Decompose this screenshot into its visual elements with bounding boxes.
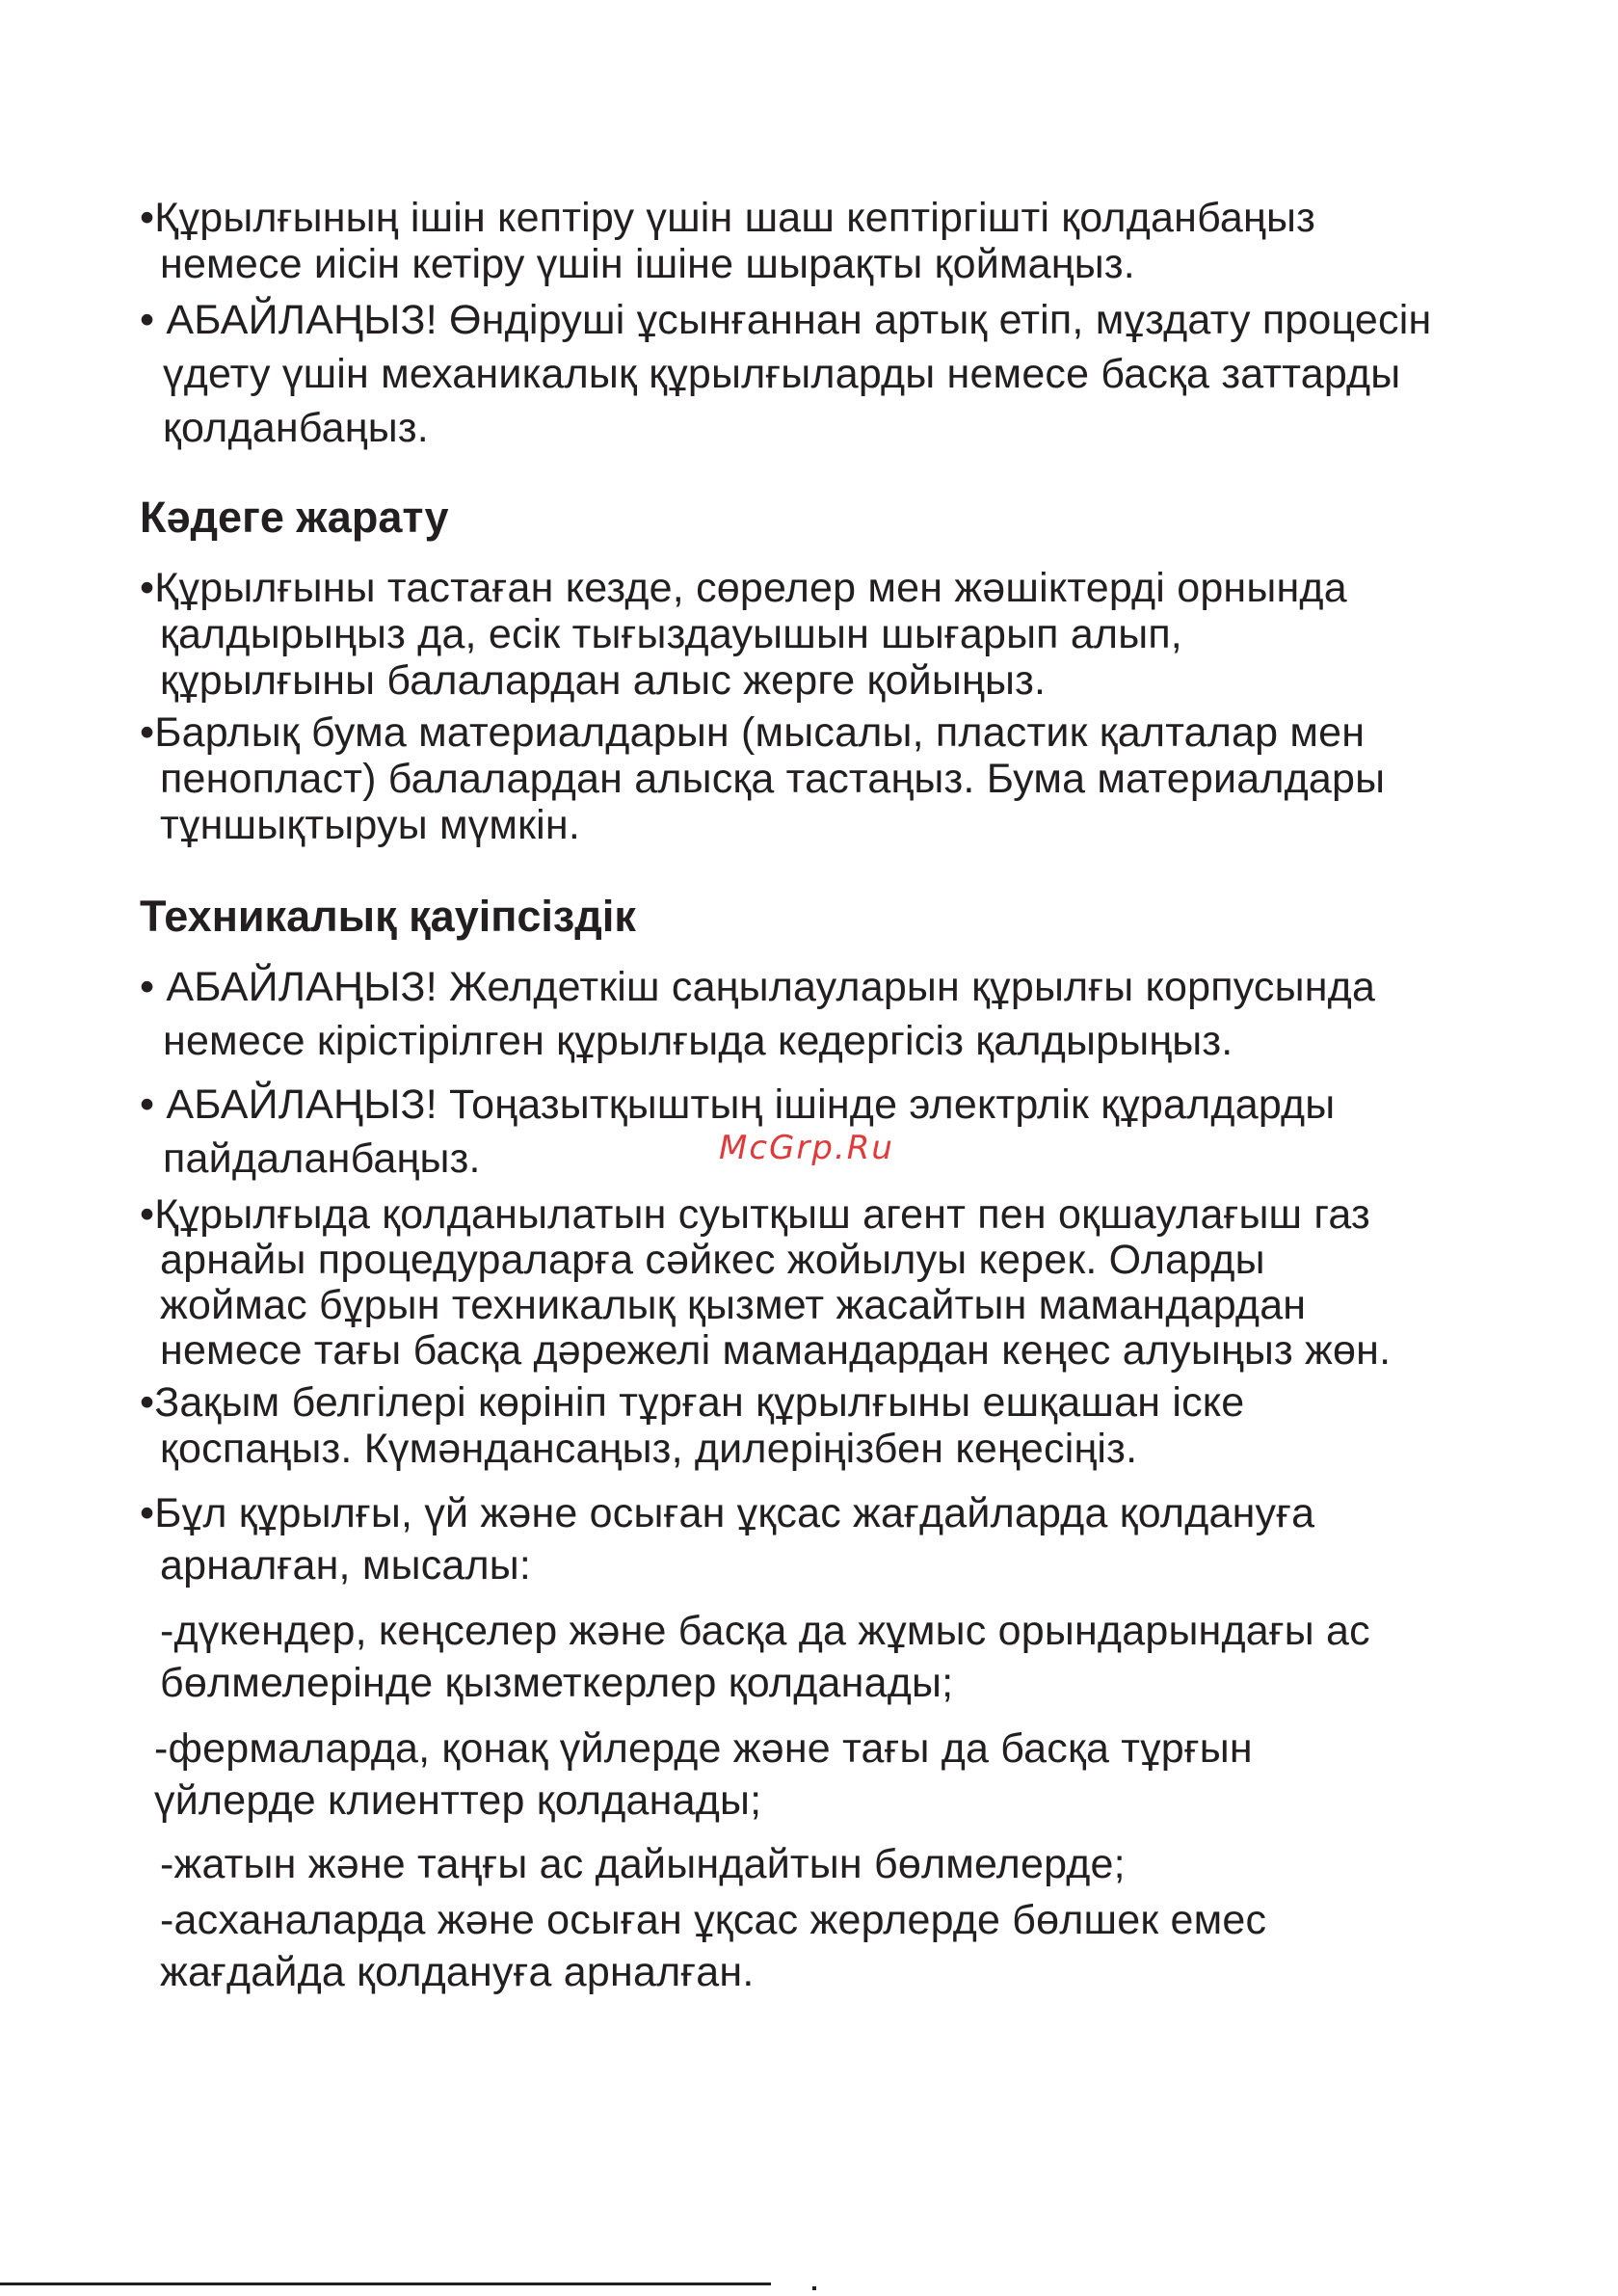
bullet-9-line-1: •Бұл құрылғы, үй және осыған ұқсас жағдайларда қолдануға (140, 1490, 1315, 1536)
dash-item-2-line-1: -фермаларда, қонақ үйлерде және тағы да басқа тұрғын (154, 1725, 1253, 1772)
bullet-9-line-2: арналған, мысалы: (160, 1542, 532, 1589)
bullet-3-line-1: •Құрылғыны тастаған кезде, сөрелер мен жәшіктерді орнында (140, 565, 1347, 611)
dash-item-4-line-2: жағдайда қолдануға арналған. (160, 1949, 755, 1995)
bullet-2-line-3: қолданбаңыз. (163, 405, 429, 451)
bullet-7-line-2: арнайы процедураларға сәйкес жойылуы керек. Оларды (160, 1237, 1265, 1283)
bullet-1-line-2: немесе иісін кетіру үшін ішіне шырақты қоймаңыз. (160, 241, 1135, 287)
bullet-3-line-3: құрылғыны балалардан алыс жерге қойыңыз. (160, 657, 1047, 704)
bullet-8-line-1: •Зақым белгілері көрініп тұрған құрылғыны ешқашан іске (140, 1379, 1245, 1426)
bullet-1-line-1: •Құрылғының ішін кептіру үшін шаш кептіргішті қолданбаңыз (140, 195, 1315, 241)
section-heading-disposal: Кәдеге жарату (140, 493, 449, 542)
bullet-5-line-2: немесе кірістірілген құрылғыда кедергісіз қалдырыңыз. (163, 1018, 1233, 1064)
bullet-4-line-3: тұншықтыруы мүмкін. (160, 802, 581, 848)
watermark-text: McGrp.Ru (719, 1129, 894, 1167)
bullet-7-line-3: жоймас бұрын техникалық қызмет жасайтын мамандардан (160, 1282, 1307, 1328)
bullet-3-line-2: қалдырыңыз да, есік тығыздауышын шығарып алып, (160, 611, 1182, 657)
bullet-6-line-2: пайдаланбаңыз. (163, 1135, 481, 1182)
bullet-2-line-1: • АБАЙЛАҢЫЗ! Өндіруші ұсынғаннан артық етіп, мұздату процесін (140, 297, 1432, 343)
dash-item-1-line-1: -дүкендер, кеңселер және басқа да жұмыс орындарындағы ас (160, 1608, 1370, 1654)
bullet-5-line-1: • АБАЙЛАҢЫЗ! Желдеткіш саңылауларын құрылғы корпусында (140, 964, 1376, 1010)
section-heading-technical-safety: Техникалық қауіпсіздік (140, 892, 636, 941)
bullet-7-line-4: немесе тағы басқа дәрежелі мамандардан кеңес алуыңыз жөн. (160, 1327, 1392, 1374)
dash-item-4-line-1: -асханаларда және осыған ұқсас жерлерде бөлшек емес (160, 1897, 1267, 1943)
bullet-4-line-1: •Барлық бума материалдарын (мысалы, пластик қалталар мен (140, 709, 1366, 756)
dash-item-2-line-2: үйлерде клиенттер қолданады; (154, 1777, 762, 1824)
footer-rule (0, 2283, 771, 2285)
bullet-6-line-1: • АБАЙЛАҢЫЗ! Тоңазытқыштың ішінде электрлік құралдарды (140, 1081, 1336, 1128)
bullet-2-line-2: үдету үшін механикалық құрылғыларды немесе басқа заттарды (163, 351, 1401, 397)
bullet-8-line-2: қоспаңыз. Күмәндансаңыз, дилеріңізбен кеңесіңіз. (160, 1426, 1138, 1472)
bullet-4-line-2: пенопласт) балалардан алысқа тастаңыз. Бума материалдары (160, 756, 1386, 802)
dash-item-1-line-2: бөлмелерінде қызметкерлер қолданады; (160, 1660, 954, 1706)
bullet-7-line-1: •Құрылғыда қолданылатын суытқыш агент пен оқшаулағыш газ (140, 1191, 1370, 1238)
dash-item-3-line-1: -жатын және таңғы ас дайындайтын бөлмелерде; (160, 1841, 1126, 1887)
footer-mark (812, 2286, 816, 2290)
